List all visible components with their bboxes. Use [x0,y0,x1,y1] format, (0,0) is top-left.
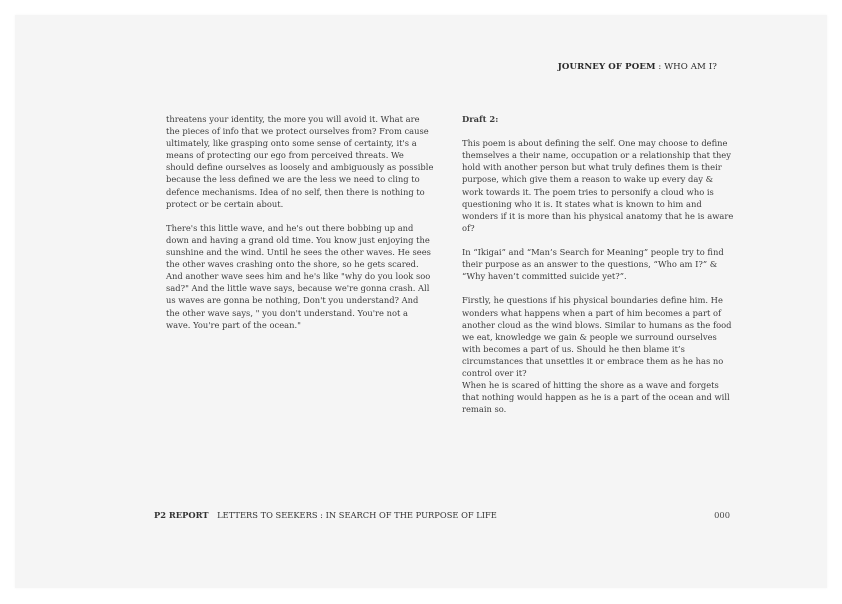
footer-subtitle: LETTERS TO SEEKERS : IN SEARCH OF THE PURPOSE OF LIFE [217,510,497,520]
page-number: 000 [714,510,730,520]
right-paragraph-3: Firstly, he questions if his physical boundaries define him. He wonders what happens when a part of him becomes a part of another cloud as the wind blows. Similar to humans as the food we eat, knowledge we gain & people we surround ourselves with becomes a part of us. Should he then blame it’s circumstances that unsettles it or embrace them as he has no control over it? [462,295,732,378]
header-title-rest: WHO AM I? [664,62,717,72]
header-title-bold: JOURNEY OF POEM [557,62,656,72]
footer-report-label: P2 REPORT [154,510,209,520]
right-column [462,113,734,427]
right-paragraph-1: This poem is about defining the self. One may choose to define themselves a their name, occupation or a relationship that they hold with another person but what truly defines them is their purpose, which give them a reason to wake up every day & work towards it. The poem tries to personify a cloud who is questioning who it is. It states what is known to him and wonders if it is more than his physical anatomy that he is aware of? [462,138,734,233]
right-paragraph-4: When he is scared of hitting the shore as a wave and forgets that nothing would happen as he is a part of the ocean and will remain so. [462,380,730,415]
page-footer [154,510,497,520]
left-paragraph-1: threatens your identity, the more you will avoid it. What are the pieces of info that we protect ourselves from? From cause ultimately, like grasping onto some sense of certainty, it's a means of protecting our ego from perceived threats. We should define ourselves as loosely and ambiguously as possible because the less defined we are the less we need to cling to defence mechanisms. Idea of no self, then there is nothing to protect or be certain about. [166,114,434,209]
draft-label: Draft 2: [462,114,499,124]
left-paragraph-2: There's this little wave, and he's out there bobbing up and down and having a grand old time. You know just enjoying the sunshine and the wind. Until he sees the other waves. He sees the other waves crashing onto the shore, so he gets scared. And another wave sees him and he's like "why do you look soo sad?" And the little wave says, because we're gonna crash. All us waves are gonna be nothing, Don't you understand? And the other wave says, " you don't understand. You're not a wave. You're part of the ocean." [166,222,431,330]
right-paragraph-2: In “Ikigai” and “Man’s Search for Meaning” people try to find their purpose as an answer to the questions, “Who am I?” & “Why haven’t committed suicide yet?”. [462,247,724,282]
header-title-separator: : [655,62,665,72]
page-header-title [558,62,717,72]
left-column [166,113,434,343]
